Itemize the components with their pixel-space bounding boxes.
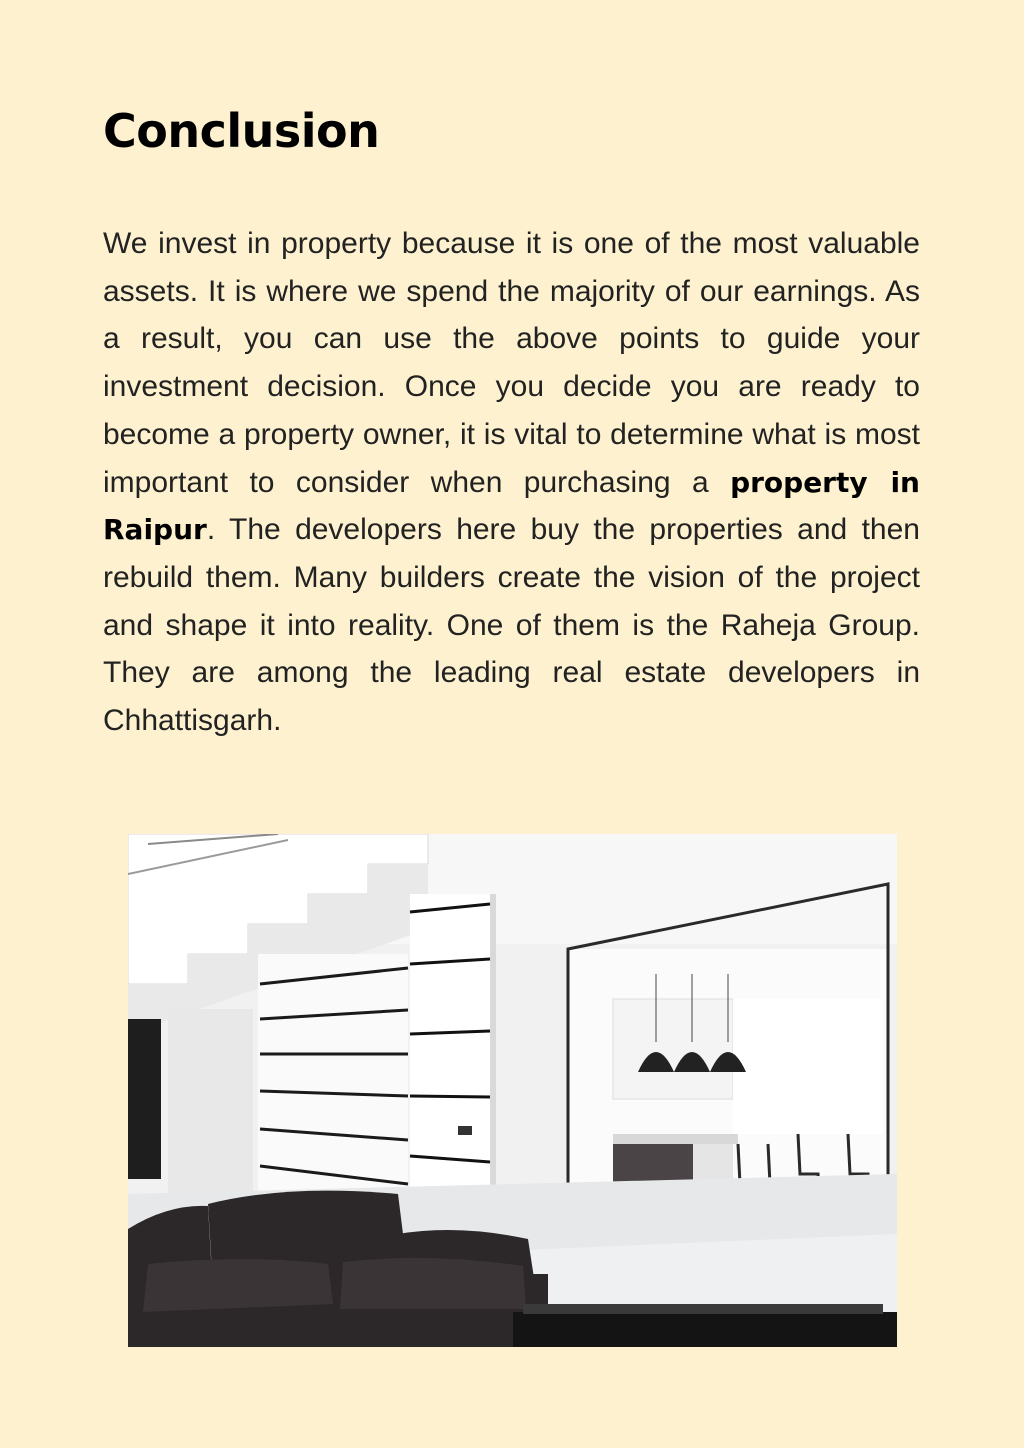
paragraph-text-start: We invest in property because it is one of the most valuable assets. It is where we spend the majority of our earnings. As a result, you can use the above points to guide your investment decision. Once you decide you are ready to become a property owner, it is vital to determine what is most important to consider when purchasing a [103, 227, 920, 499]
conclusion-paragraph [103, 220, 920, 745]
paragraph-text-end: . The developers here buy the properties and then rebuild them. Many builders create the vision of the project and shape it into reality. One of them is the Raheja Group. They are among the leading real estate developers in Chhattisgarh. [103, 513, 920, 738]
interior-photo [128, 834, 897, 1347]
property-in-raipur-link-text: property in Raipur [103, 465, 920, 547]
page-title: Conclusion [103, 104, 380, 158]
